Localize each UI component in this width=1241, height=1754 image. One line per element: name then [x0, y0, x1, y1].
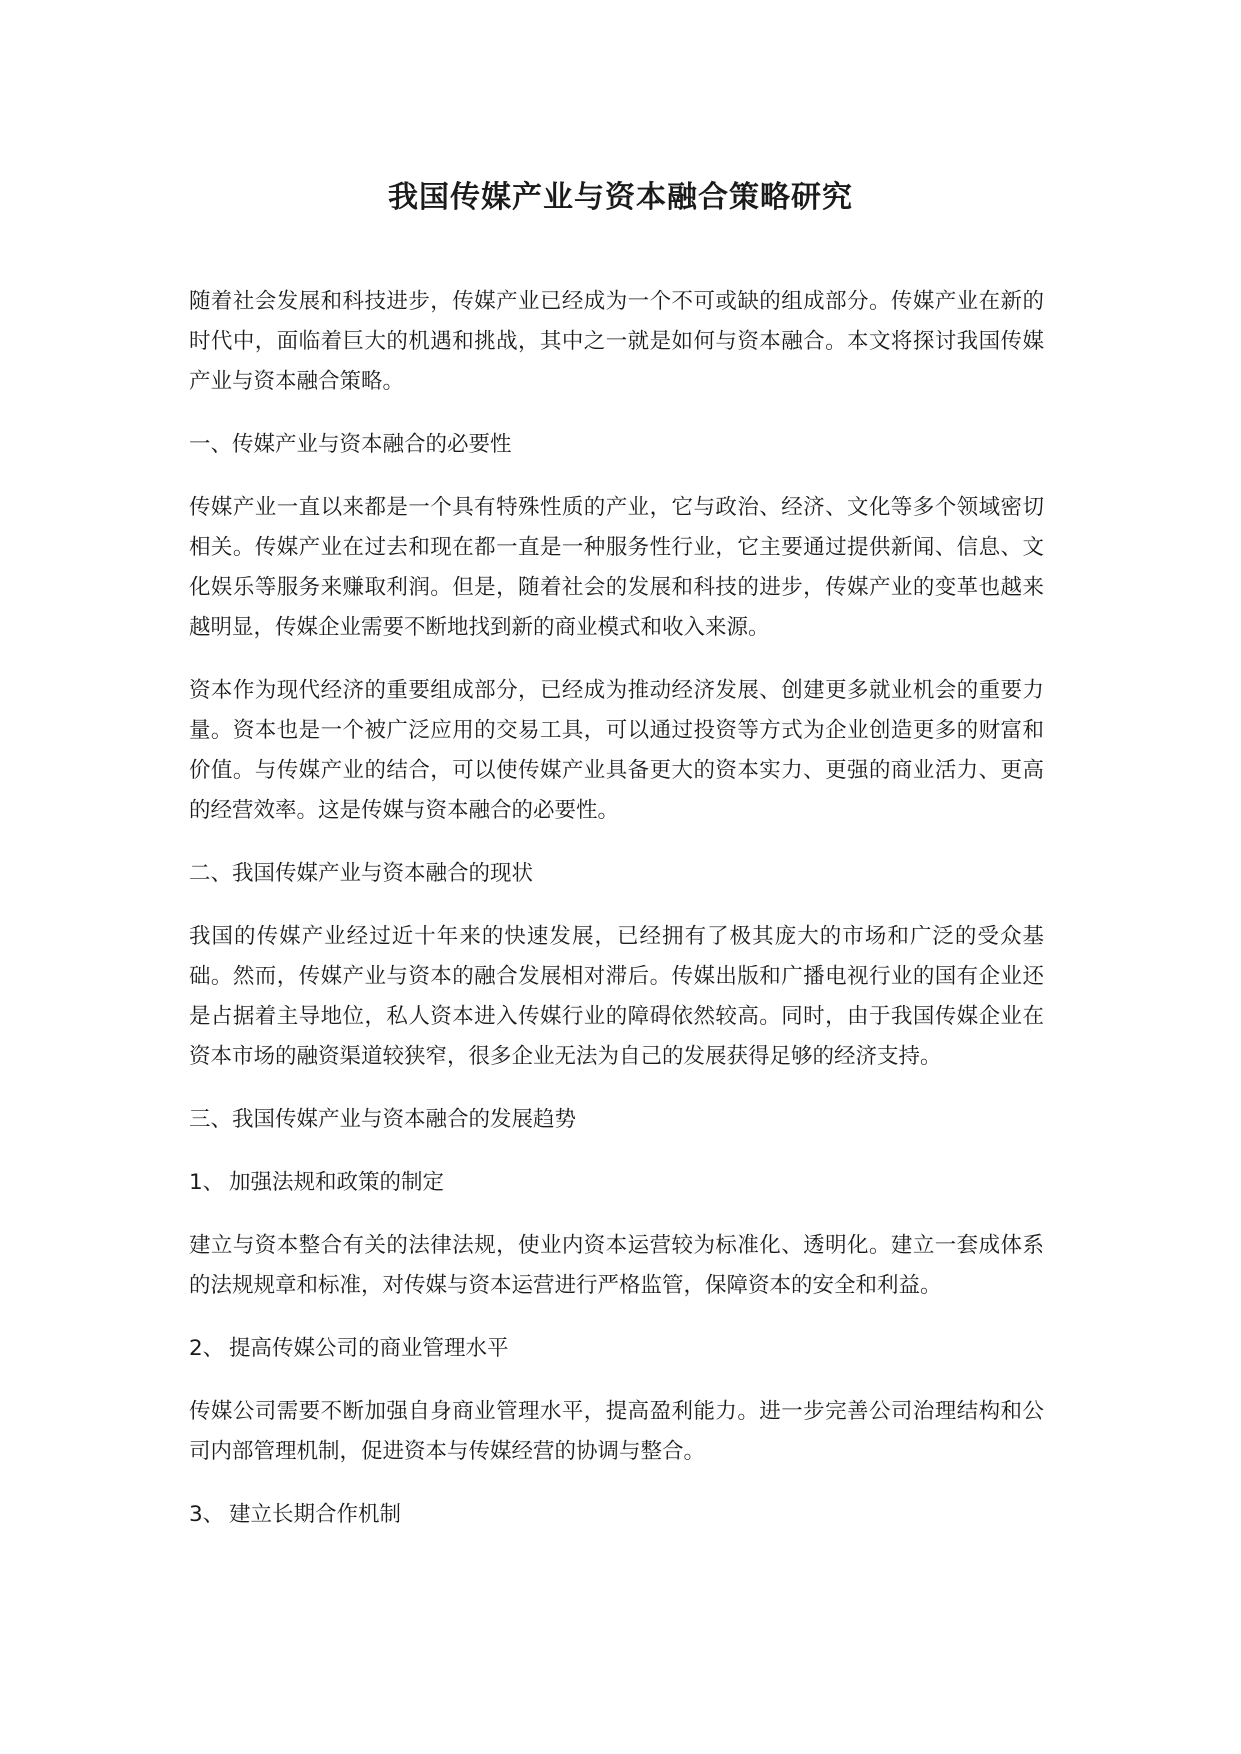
subsection-3-title: 建立长期合作机制: [229, 1502, 402, 1527]
subsection-3-number: 3、: [189, 1502, 225, 1527]
section-3-heading: 三、我国传媒产业与资本融合的发展趋势: [189, 1107, 577, 1132]
section-1-paragraph-1: 传媒产业一直以来都是一个具有特殊性质的产业，它与政治、经济、文化等多个领域密切相关。传媒产业在过去和现在都一直是一种服务性行业，它主要通过提供新闻、信息、文化娱乐等服务来赚取利润。但是，随着社会的发展和科技的进步，传媒产业的变革也越来越明显，传媒企业需要不断地找到新的商业模式和收入来源。: [189, 495, 1044, 640]
section-2-paragraph-1: 我国的传媒产业经过近十年来的快速发展，已经拥有了极其庞大的市场和广泛的受众基础。然而，传媒产业与资本的融合发展相对滞后。传媒出版和广播电视行业的国有企业还是占据着主导地位，私人资本进入传媒行业的障碍依然较高。同时，由于我国传媒企业在资本市场的融资渠道较狭窄，很多企业无法为自己的发展获得足够的经济支持。: [189, 924, 1044, 1069]
subsection-3-heading: [189, 1495, 1044, 1535]
subsection-2-paragraph: 传媒公司需要不断加强自身商业管理水平，提高盈利能力。进一步完善公司治理结构和公司内部管理机制，促进资本与传媒经营的协调与整合。: [189, 1399, 1044, 1464]
subsection-2-heading: [189, 1329, 1044, 1369]
subsection-1-title: 加强法规和政策的制定: [229, 1170, 445, 1195]
section-2-heading: 二、我国传媒产业与资本融合的现状: [189, 861, 534, 886]
document-body: [189, 282, 1044, 1558]
section-1-paragraph-2: 资本作为现代经济的重要组成部分，已经成为推动经济发展、创建更多就业机会的重要力量。资本也是一个被广泛应用的交易工具，可以通过投资等方式为企业创造更多的财富和价值。与传媒产业的结合，可以使传媒产业具备更大的资本实力、更强的商业活力、更高的经营效率。这是传媒与资本融合的必要性。: [189, 678, 1044, 823]
document-title: 我国传媒产业与资本融合策略研究: [388, 180, 853, 215]
subsection-2-title: 提高传媒公司的商业管理水平: [229, 1336, 509, 1361]
subsection-1-number: 1、: [189, 1170, 225, 1195]
subsection-1-heading: [189, 1163, 1044, 1203]
subsection-1-paragraph: 建立与资本整合有关的法律法规，使业内资本运营较为标准化、透明化。建立一套成体系的法规规章和标准，对传媒与资本运营进行严格监管，保障资本的安全和利益。: [189, 1233, 1044, 1298]
section-1-heading: 一、传媒产业与资本融合的必要性: [189, 432, 512, 457]
intro-paragraph: 随着社会发展和科技进步，传媒产业已经成为一个不可或缺的组成部分。传媒产业在新的时代中，面临着巨大的机遇和挑战，其中之一就是如何与资本融合。本文将探讨我国传媒产业与资本融合策略。: [189, 289, 1044, 394]
subsection-2-number: 2、: [189, 1336, 225, 1361]
